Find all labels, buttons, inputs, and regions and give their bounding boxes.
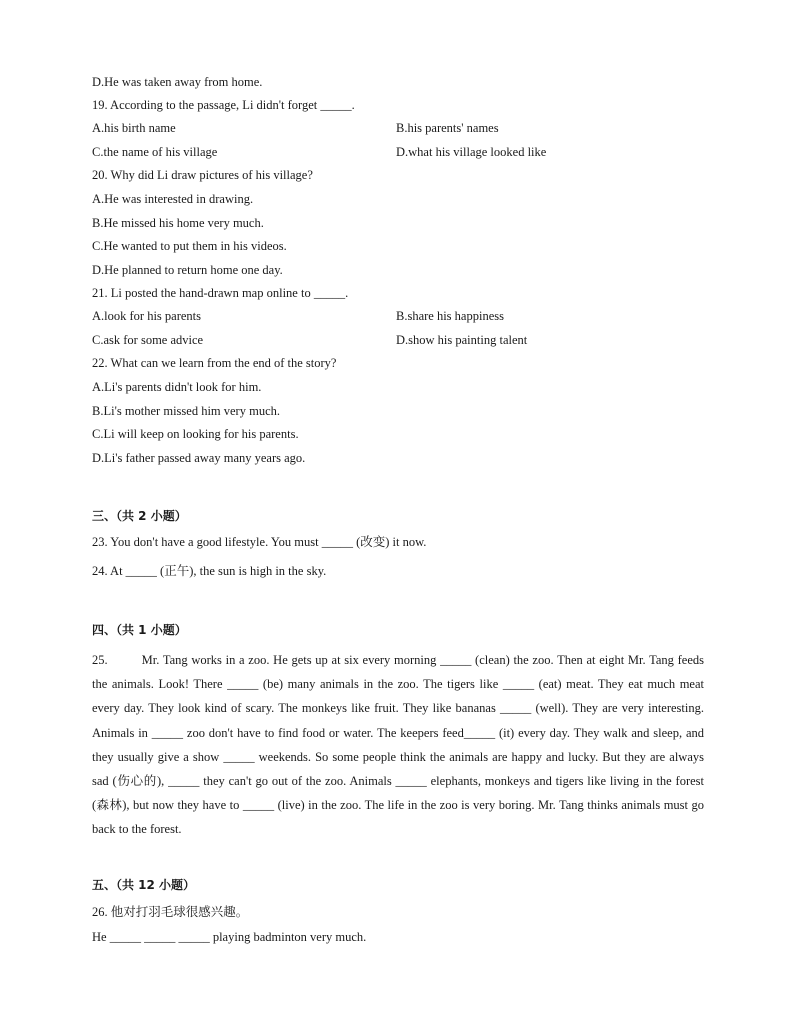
question-21-stem: 21. Li posted the hand-drawn map online to _____.	[92, 286, 349, 300]
question-21-option-c: C.ask for some advice	[92, 333, 204, 347]
question-25-passage	[92, 648, 704, 842]
question-19-stem: 19. According to the passage, Li didn't forget _____.	[92, 98, 355, 112]
question-22-option-a: A.Li's parents didn't look for him.	[92, 380, 262, 394]
question-18-option-d: D.He was taken away from home.	[92, 75, 263, 89]
question-21-option-d: D.show his painting talent	[396, 333, 528, 347]
question-23: 23. You don't have a good lifestyle. You must _____ (改变) it now.	[92, 535, 427, 549]
question-20-option-b: B.He missed his home very much.	[92, 216, 264, 230]
question-26-answer-line: He _____ _____ _____ playing badminton very much.	[92, 930, 367, 944]
section-3-heading: 三、（共 2 小题）	[92, 509, 187, 523]
question-20-option-a: A.He was interested in drawing.	[92, 192, 254, 206]
question-24: 24. At _____ (正午), the sun is high in the sky.	[92, 564, 327, 578]
section-5-heading: 五、（共 12 小题）	[92, 878, 196, 892]
question-19-option-a: A.his birth name	[92, 121, 176, 135]
question-19-option-d: D.what his village looked like	[396, 145, 547, 159]
question-21-option-a: A.look for his parents	[92, 309, 202, 323]
question-20-option-d: D.He planned to return home one day.	[92, 263, 283, 277]
question-22-option-b: B.Li's mother missed him very much.	[92, 404, 280, 418]
question-25-number: 25.	[92, 653, 108, 667]
section-4-heading: 四、（共 1 小题）	[92, 623, 187, 637]
question-22-stem: 22. What can we learn from the end of the story?	[92, 356, 337, 370]
question-25-text: Mr. Tang works in a zoo. He gets up at six every morning _____ (clean) the zoo. Then at eight Mr. Tang feeds the animals. Look! There _____ (be) many animals in the zoo. The tigers like _____ (eat) meat. They eat much meat every day. They look kind of scary. The monkeys like fruit. They like bananas _____ (well). They are very interesting. Animals in _____ zoo don't have to find food or water. The keepers feed_____ (it) every day. They walk and sleep, and they usually give a show _____ weekends. So some people think the animals are happy and lucky. But they are always sad (伤心的), _____ they can't go out of the zoo. Animals _____ elephants, monkeys and tigers like living in the forest (森林), but now they have to _____ (live) in the zoo. The life in the zoo is very boring. Mr. Tang thinks animals must go back to the forest.	[92, 653, 704, 837]
question-26-stem: 26. 他对打羽毛球很感兴趣。	[92, 905, 249, 919]
question-21-option-b: B.share his happiness	[396, 309, 504, 323]
question-20-option-c: C.He wanted to put them in his videos.	[92, 239, 287, 253]
question-22-option-c: C.Li will keep on looking for his parents.	[92, 427, 299, 441]
question-20-stem: 20. Why did Li draw pictures of his village?	[92, 168, 313, 182]
question-19-option-b: B.his parents' names	[396, 121, 499, 135]
question-22-option-d: D.Li's father passed away many years ago.	[92, 451, 306, 465]
question-19-option-c: C.the name of his village	[92, 145, 218, 159]
